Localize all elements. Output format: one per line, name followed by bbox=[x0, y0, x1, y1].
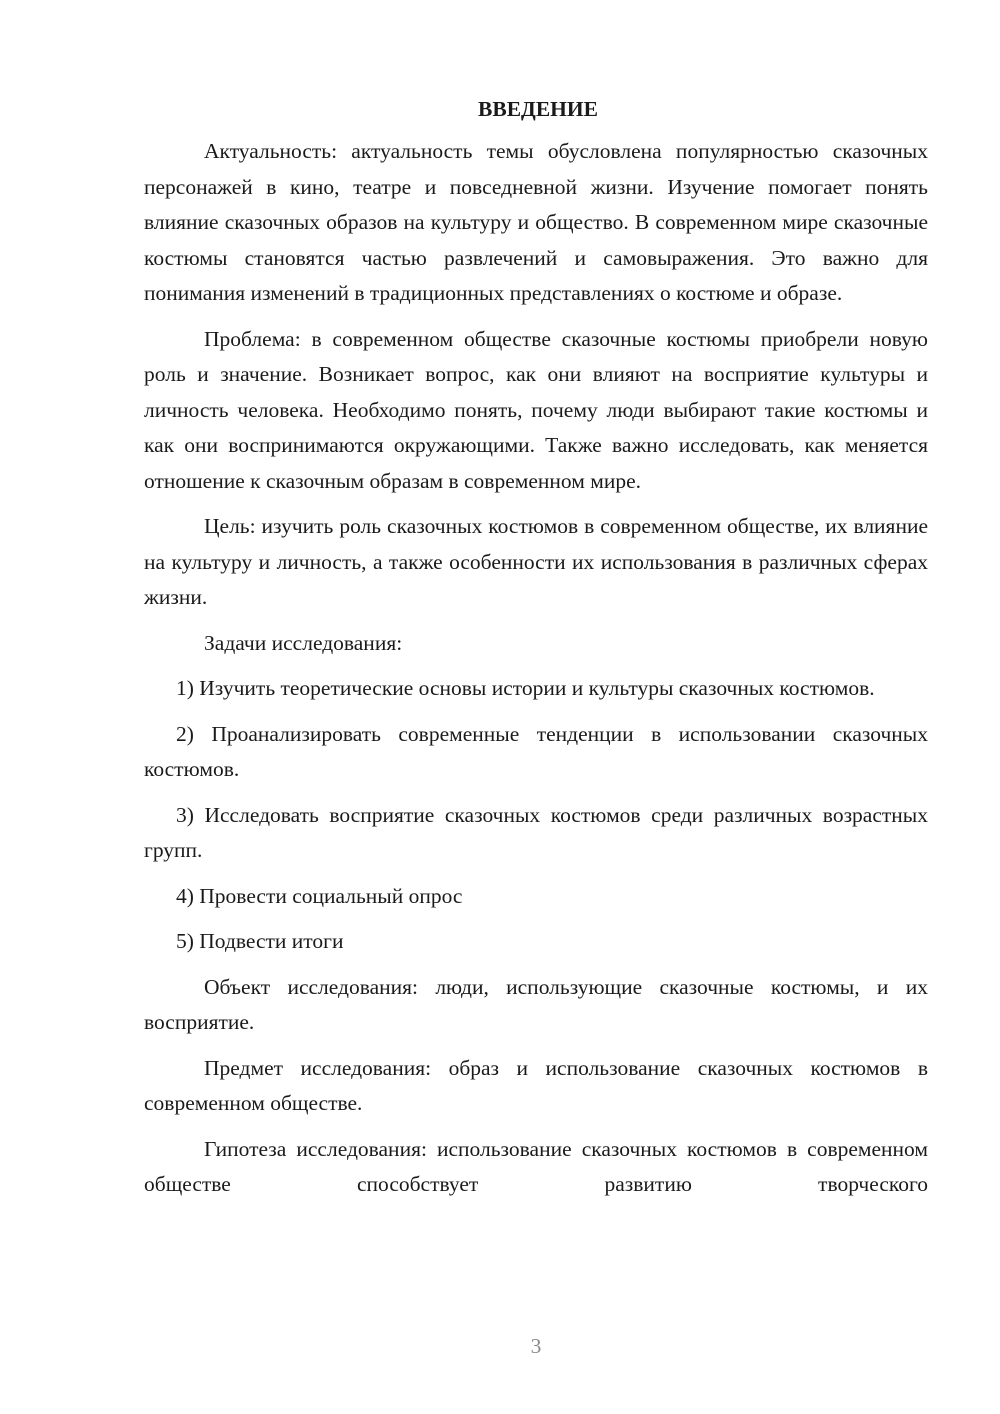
hypothesis-paragraph: Гипотеза исследования: использование сказочных костюмов в современном обществе способствует развитию творческого bbox=[144, 1136, 928, 1196]
tasks-title: Задачи исследования: bbox=[204, 630, 403, 655]
relevance-paragraph: Актуальность: актуальность темы обусловлена популярностью сказочных персонажей в кино, театре и повседневной жизни. Изучение помогает понять влияние сказочных образов на культуру и общество. В современном мире сказочные костюмы становятся частью развлечений и самовыражения. Это важно для понимания изменений в традиционных представлениях о костюме и образе. bbox=[144, 139, 928, 305]
task-item-2: 2) Проанализировать современные тенденции в использовании сказочных костюмов. bbox=[144, 721, 928, 781]
task-item-1: 1) Изучить теоретические основы истории и культуры сказочных костюмов. bbox=[176, 676, 875, 700]
task-item-3: 3) Исследовать восприятие сказочных костюмов среди различных возрастных групп. bbox=[144, 802, 928, 862]
task-item-4: 4) Провести социальный опрос bbox=[176, 883, 463, 908]
task-item-5: 5) Подвести итоги bbox=[176, 929, 344, 953]
section-heading: ВВЕДЕНИЕ bbox=[478, 97, 598, 121]
problem-paragraph: Проблема: в современном обществе сказочные костюмы приобрели новую роль и значение. Возникает вопрос, как они влияют на восприятие культуры и личность человека. Необходимо понять, почему люди выбирают такие костюмы и как они воспринимаются окружающими. Также важно исследовать, как меняется отношение к сказочным образам в современном мире. bbox=[144, 326, 928, 493]
subject-paragraph: Предмет исследования: образ и использование сказочных костюмов в современном обществе. bbox=[144, 1055, 928, 1115]
page-number: 3 bbox=[530, 1334, 542, 1358]
document-page bbox=[144, 92, 928, 1213]
goal-paragraph: Цель: изучить роль сказочных костюмов в современном обществе, их влияние на культуру и личность, а также особенности их использования в различных сферах жизни. bbox=[144, 514, 928, 609]
object-paragraph: Объект исследования: люди, использующие сказочные костюмы, и их восприятие. bbox=[144, 974, 928, 1034]
